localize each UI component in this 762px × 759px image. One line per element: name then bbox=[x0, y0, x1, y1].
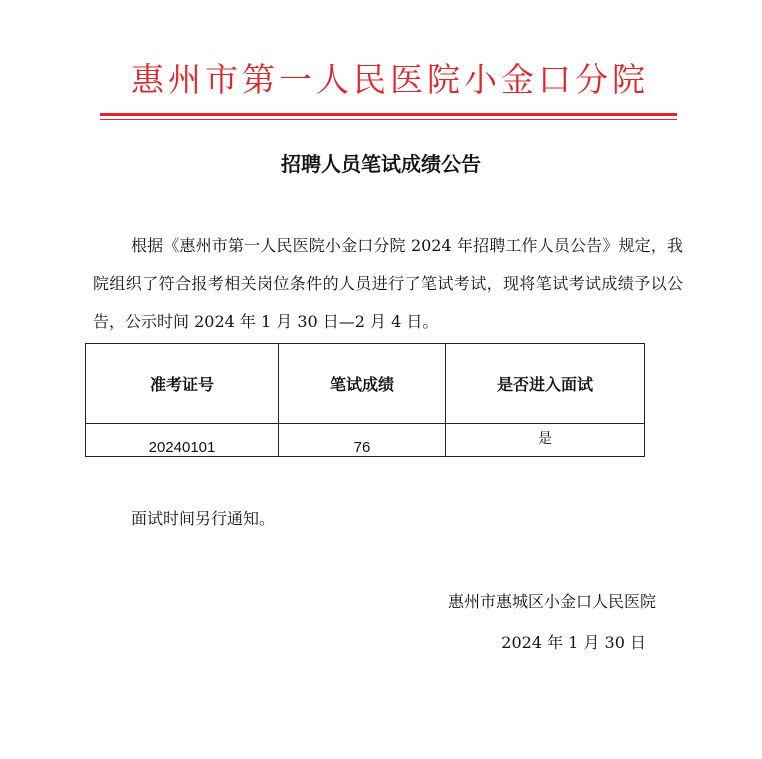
header-interview-status: 是否进入面试 bbox=[446, 344, 645, 424]
cell-exam-number: 20240101 bbox=[86, 424, 279, 457]
cell-interview-status: 是 bbox=[446, 424, 645, 457]
signature-organization: 惠州市惠城区小金口人民医院 bbox=[447, 592, 656, 611]
header-divider-thick bbox=[100, 113, 677, 116]
signature-date: 2024 年 1 月 30 日 bbox=[501, 633, 646, 652]
table-header-row bbox=[86, 344, 645, 424]
exam-results-table bbox=[85, 343, 645, 457]
header-divider-thin bbox=[100, 119, 677, 120]
table-row bbox=[86, 424, 645, 457]
header-exam-number: 准考证号 bbox=[86, 344, 279, 424]
interview-note: 面试时间另行通知。 bbox=[131, 509, 276, 528]
notice-paragraph: 根据《惠州市第一人民医院小金口分院 2024 年招聘工作人员公告》规定，我院组织了符合报考相关岗位条件的人员进行了笔试考试，现将笔试考试成绩予以公告，公示时间 2024 年 1 月 30 日—2 月 4 日。 bbox=[93, 236, 683, 331]
hospital-name-header: 惠州市第一人民医院小金口分院 bbox=[131, 60, 649, 99]
header-written-score: 笔试成绩 bbox=[279, 344, 446, 424]
cell-written-score: 76 bbox=[279, 424, 446, 457]
notice-title: 招聘人员笔试成绩公告 bbox=[281, 152, 481, 176]
